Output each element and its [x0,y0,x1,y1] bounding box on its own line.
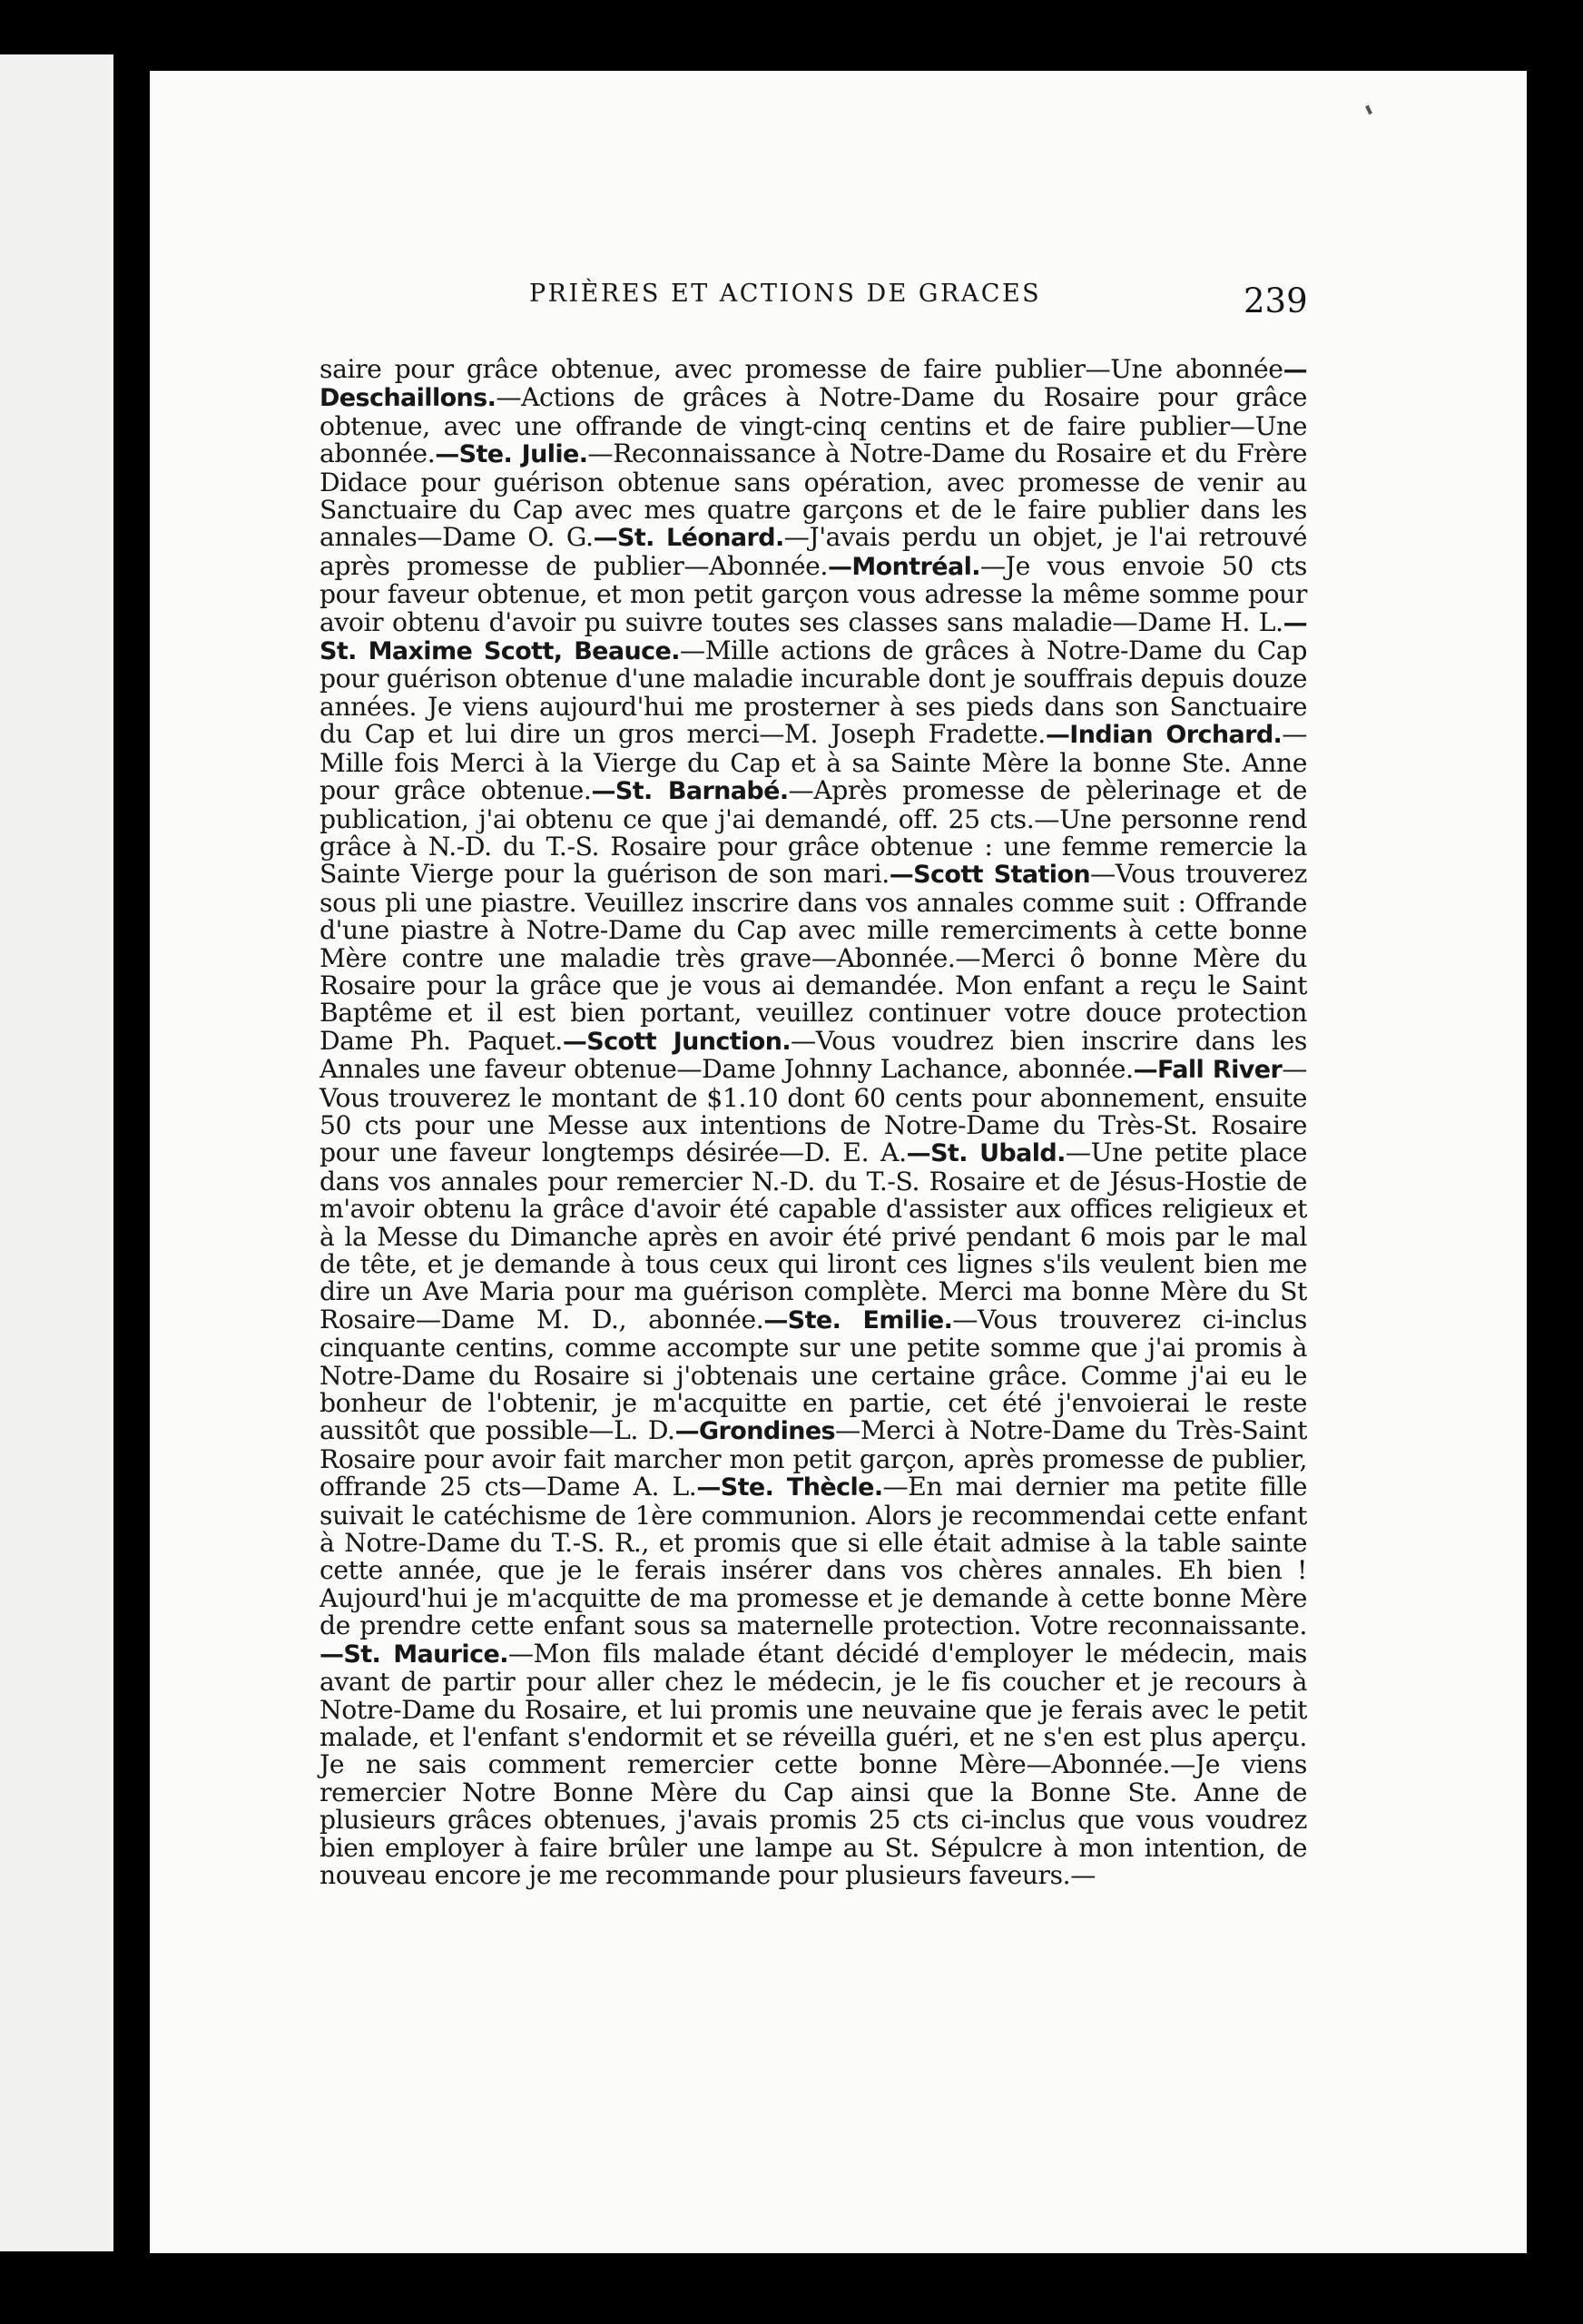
running-head: PRIÈRES ET ACTIONS DE GRACES [529,280,1042,308]
page-number: 239 [1244,281,1308,320]
text-segment: —Vous trouverez le montant de $1.10 dont 60 cents pour abonnement, ensuite 50 cts pour une Messe aux intentions de Notre-Dame du Très-St. Rosaire pour une faveur longtemps désirée—D. E. A. [320,1054,1307,1168]
text-segment: —Je vous envoie 50 cts pour faveur obtenue, et mon petit garçon vous adresse la même somme pour avoir obtenu d'avoir pu suivre toutes ses classes sans maladie—Dame H. L. [320,550,1307,637]
place-name: —Ste. Emilie. [763,1305,953,1334]
place-name: —Scott Junction. [562,1027,791,1056]
place-name: —Scott Station [889,861,1091,890]
place-name: —St. Léonard. [593,524,784,553]
text-segment: —Reconnaissance à Notre-Dame du Rosaire et du Frère Didace pour guérison obtenue sans opération, avec promesse de venir au Sanctuaire du Cap avec mes quatre garçons et de le faire publier dans les annales—Dame O. G. [320,438,1308,553]
place-name: —St. Barnabé. [591,777,789,806]
text-segment: —Après promesse de pèlerinage et de publication, j'ai obtenu ce que j'ai demandé, off. 25 cts.—Une personne rend grâce à N.-D. du T.-S. Rosaire pour grâce obtenue : une femme remercie la Sainte Vierge pour la guérison de son mari. [320,775,1307,890]
text-segment: —Mille fois Merci à la Vierge du Cap et à sa Sainte Mère la bonne Ste. Anne pour grâce obtenue. [320,719,1307,806]
text-segment: —Actions de grâces à Notre-Dame du Rosaire pour grâce obtenue, avec une offrande de vingt-cinq centins et de faire publier—Une abonnée. [320,382,1307,469]
text-segment: —Vous trouverez ci-inclus cinquante centins, comme accompte sur une petite somme que j'ai promis à Notre-Dame du Rosaire si j'obtenais une certaine grâce. Comme j'ai eu le bonheur de l'obtenir, je m'acquitte en partie, cet été j'envoierai le reste aussitôt que possible—L. D. [320,1304,1307,1446]
text-segment: —Une petite place dans vos annales pour remercier N.-D. du T.-S. Rosaire et de Jésus-Hostie de m'avoir obtenu la grâce d'avoir été capable d'assister aux offices religieux et à la Messe du Dimanche après en avoir été privé pendant 6 mois par le mal de tête, et je demande à tous ceux qui liront ces lignes s'ils veulent bien me dire un Ave Maria pour ma guérison complète. Merci ma bonne Mère du St Rosaire—Dame M. D., abonnée. [320,1137,1307,1334]
text-segment: —Vous voudrez bien inscrire dans les Annales une faveur obtenue—Dame Johnny Lachance, abonnée. [320,1025,1307,1085]
text-segment: —Mille actions de grâces à Notre-Dame du Cap pour guérison obtenue d'une maladie incurable dont je souffrais depuis douze années. Je viens aujourd'hui me prosterner à ses pieds dans son Sanctuaire du Cap et lui dire un gros merci—M. Joseph Fradette. [320,635,1307,750]
place-name: —Indian Orchard. [1045,721,1283,750]
place-name: —St. Ubald. [906,1139,1066,1168]
place-name: —St. Maxime Scott, Beauce. [320,608,1307,666]
place-name: —Fall River [1133,1056,1283,1085]
text-segment: —Merci à Notre-Dame du Très-Saint Rosaire pour avoir fait marcher mon petit garçon, après promesse de publier, offrande 25 cts—Dame A. L. [320,1415,1307,1502]
text-segment: saire pour grâce obtenue, avec promesse de faire publier—Une abonnée [320,354,1283,384]
body-text [320,356,1307,1889]
text-segment: —J'avais perdu un objet, je l'ai retrouvé après promesse de publier—Abonnée. [320,522,1307,581]
text-segment: —En mai dernier ma petite fille suivait le catéchisme de 1ère communion. Alors je recommendai cette enfant à Notre-Dame du T.-S. R., et promis que si elle était admise à la table sainte cette année, que je le ferais insérer dans vos chères annales. Eh bien ! Aujourd'hui je m'acquitte de ma promesse et je demande à cette bonne Mère de prendre cette enfant sous sa maternelle protection. Votre reconnaissante. [320,1472,1307,1641]
place-name: —Grondines [674,1417,836,1446]
place-name: —Montréal. [827,552,980,581]
facing-page-edge [0,54,113,2251]
place-name: —Ste. Thècle. [696,1473,883,1502]
text-segment: —Mon fils malade étant décidé d'employer le médecin, mais avant de partir pour aller chez le médecin, je le fis coucher et je recours à Notre-Dame du Rosaire, et lui promis une neuvaine que je ferais avec le petit malade, et l'enfant s'endormit et se réveilla guéri, et ne s'en est plus aperçu. Je ne sais comment remercier cette bonne Mère—Abonnée.—Je viens remercier Notre Bonne Mère du Cap ainsi que la Bonne Ste. Anne de plusieurs grâces obtenues, j'avais promis 25 cts ci-inclus que vous voudrez bien employer à faire brûler une lampe au St. Sépulcre à mon intention, de nouveau encore je me recommande pour plusieurs faveurs.— [320,1638,1307,1890]
place-name: —St. Maurice. [320,1640,508,1669]
book-gutter [113,0,150,2324]
place-name: —Ste. Julie. [435,440,588,469]
text-segment: —Vous trouverez sous pli une piastre. Veuillez inscrire dans vos annales comme suit : Offrande d'une piastre à Notre-Dame du Cap avec mille remerciments à cette bonne Mère contre une maladie très grave—Abonnée.—Merci ô bonne Mère du Rosaire pour la grâce que je vous ai demandée. Mon enfant a reçu le Saint Baptême et il est bien portant, veuillez continuer votre douce protection Dame Ph. Paquet. [320,859,1307,1056]
place-name: —Deschaillons. [320,356,1307,413]
